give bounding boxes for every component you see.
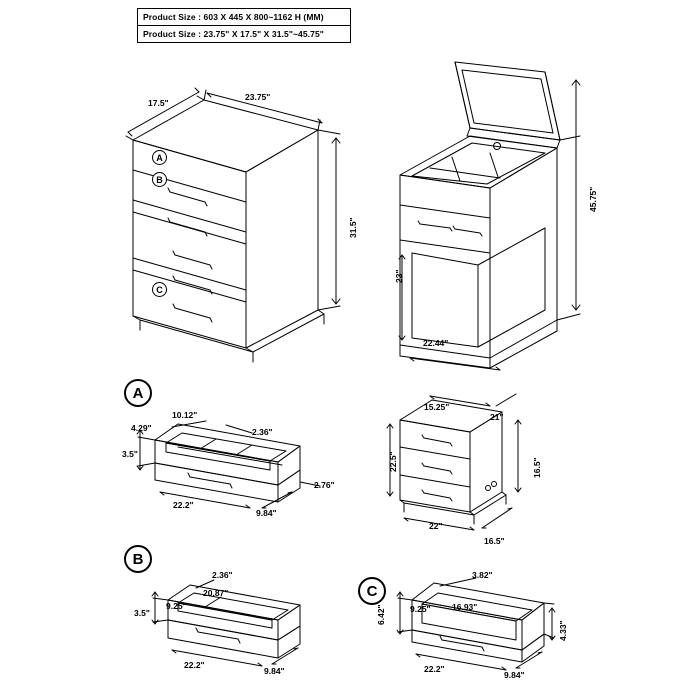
dim-chest2-height-left: 22.5" xyxy=(388,451,398,472)
callout-a-detail: A xyxy=(124,379,152,407)
callout-b-detail: B xyxy=(124,545,152,573)
dim-a-side-len: 9.84" xyxy=(256,508,277,518)
dim-a-side-height: 3.5" xyxy=(122,449,138,459)
dim-vanity-height: 45.75" xyxy=(588,186,598,212)
product-size-inch: Product Size : 23.75" X 17.5" X 31.5"~45.75" xyxy=(143,29,324,39)
dim-b-side-height: 3.5" xyxy=(134,608,150,618)
callout-b-marker: B xyxy=(152,172,167,187)
dim-chest2-top-depth: 21" xyxy=(490,412,504,422)
callout-c-marker: C xyxy=(152,282,167,297)
dim-c-inner-width: 9.25" xyxy=(410,604,431,614)
dim-chest2-bottom-width: 22" xyxy=(429,521,443,531)
dim-b-divider: 2.36" xyxy=(212,570,233,580)
dim-chest2-bottom-depth: 16.5" xyxy=(484,536,505,546)
dim-chest-depth: 17.5" xyxy=(148,98,169,108)
dim-chest-width: 23.75" xyxy=(245,92,271,102)
dim-chest-height: 31.5" xyxy=(348,217,358,238)
dim-b-side-len: 9.84" xyxy=(264,666,285,676)
dim-b-inner-len: 20.87" xyxy=(203,588,229,598)
dim-vanity-knee-height: 23" xyxy=(394,269,404,283)
dim-c-height-right: 4.33" xyxy=(558,620,568,641)
dim-vanity-width: 22.44" xyxy=(423,338,449,348)
dim-a-lip: 2.76" xyxy=(314,480,335,490)
dim-c-height-left: 6.42" xyxy=(376,604,386,625)
dim-chest2-height-right: 16.5" xyxy=(532,457,542,478)
dim-c-side-len: 9.84" xyxy=(504,670,525,680)
callout-a-marker: A xyxy=(152,150,167,165)
dim-c-top-span: 3.82" xyxy=(472,570,493,580)
product-size-mm: Product Size : 603 X 445 X 800~1162 H (MM) xyxy=(138,9,350,26)
dim-b-inner-width: 9.25" xyxy=(166,601,187,611)
dim-chest2-top-width: 15.25" xyxy=(424,402,450,412)
dim-b-front-len: 22.2" xyxy=(184,660,205,670)
dim-c-inner-len: 16.93" xyxy=(452,602,478,612)
dim-a-front-len: 22.2" xyxy=(173,500,194,510)
dim-a-inner-len: 10.12" xyxy=(172,410,198,420)
callout-c-detail: C xyxy=(358,577,386,605)
dim-c-front-len: 22.2" xyxy=(424,664,445,674)
dim-a-divider: 2.36" xyxy=(252,427,273,437)
dim-a-left-span: 4.29" xyxy=(131,423,152,433)
